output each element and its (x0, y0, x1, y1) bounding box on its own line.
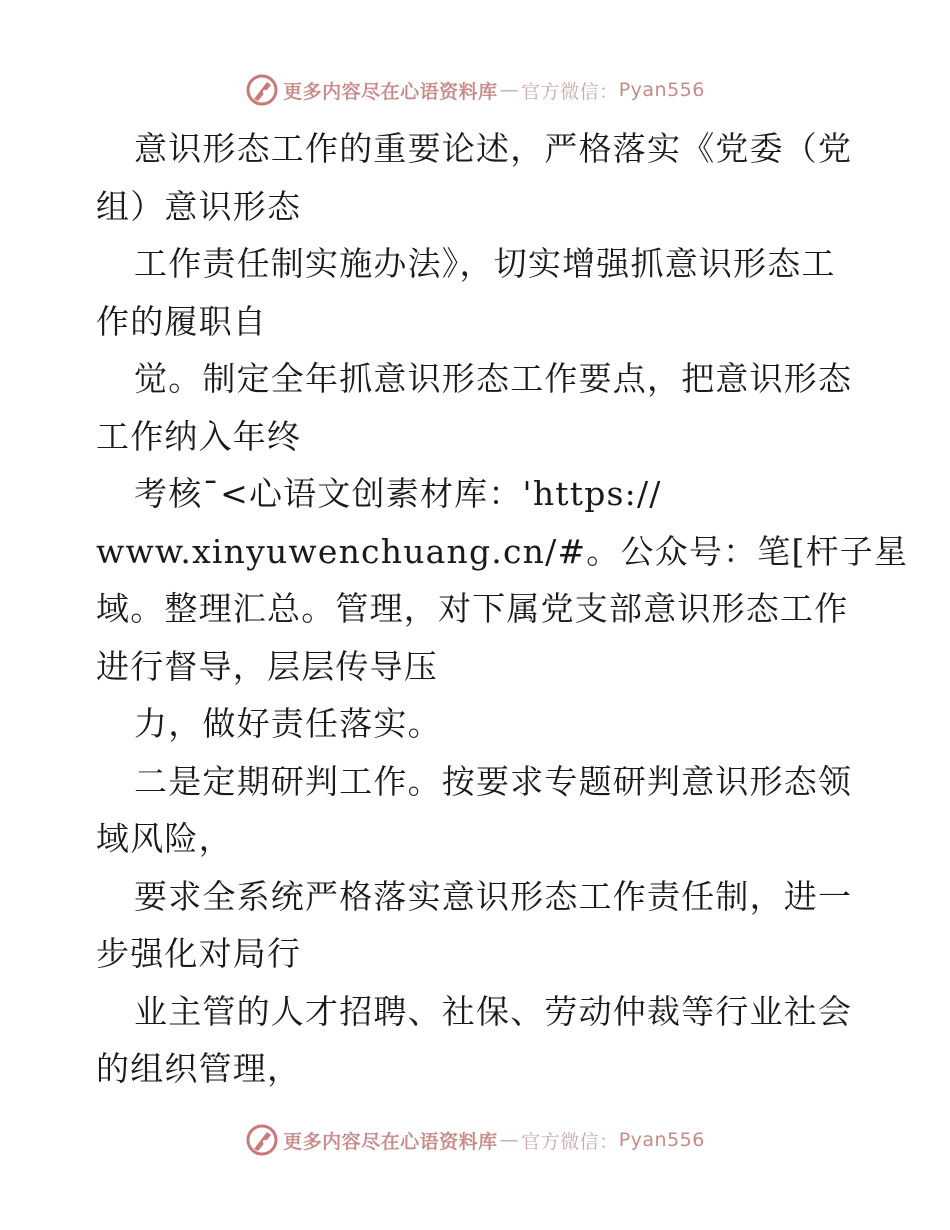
pen-in-circle-logo-icon (245, 1123, 279, 1157)
watermark-brand: 更多内容尽在心语资料库 (283, 80, 498, 103)
watermark-dash: — (499, 79, 520, 101)
watermark-brand: 更多内容尽在心语资料库 (283, 1130, 498, 1153)
watermark-dash: — (499, 1129, 520, 1151)
text-line: 业主管的人才招聘、社保、劳动仲裁等行业社会 (134, 991, 853, 1031)
document-body (96, 120, 909, 1098)
text-line: 工作责任制实施办法》，切实增强抓意识形态工 (134, 244, 836, 283)
pen-in-circle-logo-icon (245, 73, 279, 107)
text-line: 要求全系统严格落实意识形态工作责任制，进一 (134, 876, 853, 916)
watermark-label: 官方微信： (521, 1130, 619, 1153)
text-line: 步强化对局行 (96, 934, 302, 973)
text-line: 组）意识形态 (96, 186, 302, 226)
text-line: 域风险， (96, 819, 233, 858)
text-line: 作的履职自 (96, 301, 267, 341)
watermark-wechat-id: Pyan556 (618, 79, 705, 101)
text-line: 考核¯<心语文创素材库：'https:// (134, 474, 662, 513)
text-line: 力，做好责任落实。 (134, 704, 442, 743)
text-line: 工作纳入年终 (96, 416, 302, 456)
text-line: 觉。制定全年抓意识形态工作要点，把意识形态 (134, 359, 853, 398)
watermark-wechat-id: Pyan556 (618, 1129, 705, 1151)
header-watermark (0, 70, 950, 110)
text-line: 域。整理汇总。管理，对下属党支部意识形态工作 (96, 589, 849, 628)
text-line: 的组织管理， (96, 1049, 302, 1088)
text-line: 意识形态工作的重要论述，严格落实《党委（党 (134, 129, 853, 168)
watermark-label: 官方微信： (521, 80, 619, 103)
text-line: www.xinyuwenchuang.cn/#。公众号：笔[杆子星 (96, 531, 909, 571)
text-line: 二是定期研判工作。按要求专题研判意识形态领 (134, 761, 853, 801)
footer-watermark (0, 1120, 950, 1160)
text-line: 进行督导，层层传导压 (96, 646, 438, 686)
